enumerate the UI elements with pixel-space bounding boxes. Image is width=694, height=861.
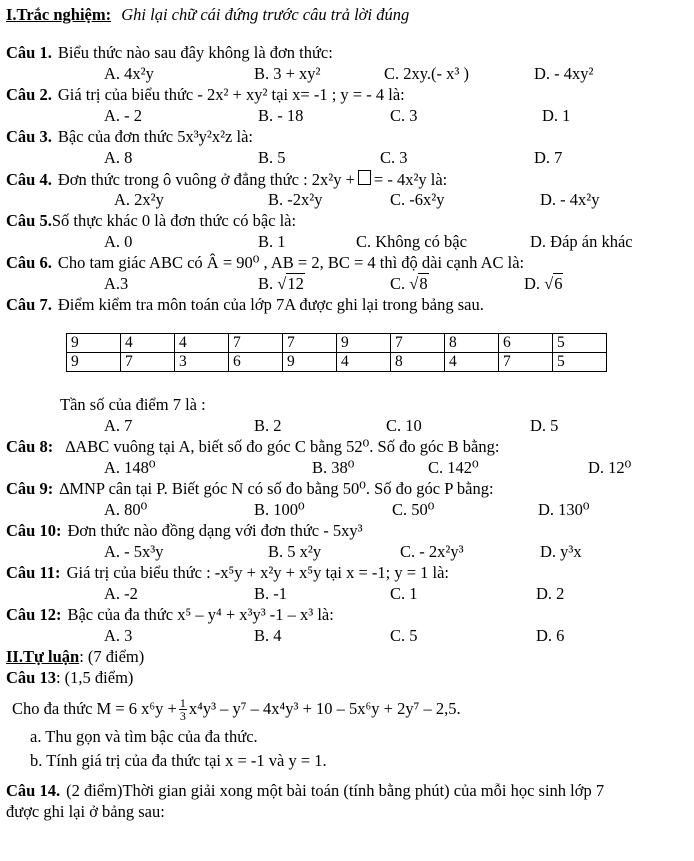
question-label: Câu 13	[6, 668, 56, 687]
section1-header	[6, 6, 690, 30]
option-c[interactable]: C. 3	[380, 148, 408, 167]
option-c[interactable]: C. - 2x²y³	[400, 542, 464, 561]
question-5	[6, 212, 690, 233]
option-c[interactable]: C. 10	[386, 416, 422, 435]
option-c[interactable]: C. 3	[390, 106, 418, 125]
option-a[interactable]: A.3	[104, 274, 129, 293]
table-row	[67, 353, 607, 372]
question-13	[6, 669, 690, 690]
question-8	[6, 438, 690, 459]
question-label: Câu 12:	[6, 605, 62, 624]
question-text: Giá trị của biểu thức - 2x² + xy² tại x= -1 ; y = - 4 là:	[57, 85, 405, 104]
option-b[interactable]: B. -2x²y	[268, 190, 323, 209]
question-text: Đơn thức nào đồng dạng với đơn thức - 5xy³	[67, 521, 363, 540]
question-6	[6, 254, 690, 275]
question-label: Câu 7.	[6, 295, 52, 314]
worksheet	[6, 6, 690, 824]
section1-instruction: Ghi lại chữ cái đứng trước câu trả lời đúng	[121, 5, 410, 24]
section2-title: II.Tự luận	[6, 647, 80, 666]
expression-end: x⁴y³ – y⁷ – 4x⁴y³ + 10 – 5x⁶y + 2y⁷ – 2,5.	[188, 698, 461, 718]
option-d[interactable]: D. - 4x²y	[540, 190, 600, 209]
question-11-options	[6, 585, 690, 606]
option-d[interactable]: D. 6	[536, 626, 565, 645]
question-text: Số thực khác 0 là đơn thức có bậc là:	[51, 211, 297, 230]
table-cell: 5	[553, 353, 607, 372]
table-cell: 6	[499, 334, 553, 353]
table-cell: 9	[337, 334, 391, 353]
question-label: Câu 5.	[6, 211, 52, 230]
question-3	[6, 128, 690, 149]
table-cell: 3	[175, 353, 229, 372]
question-text: (2 điểm)Thời gian giải xong một bài toán (tính bằng phút) của mỗi học sinh lớp 7	[66, 781, 605, 800]
question-label: Câu 14.	[6, 781, 61, 800]
option-b[interactable]: B. 100⁰	[254, 500, 305, 519]
option-a[interactable]: A. 0	[104, 232, 133, 251]
question-2	[6, 86, 690, 107]
question-7-subtext: Tần số của điểm 7 là :	[60, 395, 206, 414]
table-cell: 4	[445, 353, 499, 372]
question-4-options	[6, 191, 690, 212]
question-14	[6, 782, 690, 803]
option-b[interactable]: B. 38⁰	[312, 458, 355, 477]
table-cell: 4	[175, 334, 229, 353]
answer-box-icon	[358, 170, 371, 185]
question-label: Câu 1.	[6, 43, 52, 62]
question-text: Đơn thức trong ô vuông ở đẳng thức : 2x²y +	[57, 170, 355, 189]
question-points: : (1,5 điểm)	[55, 668, 134, 687]
option-a[interactable]: A. 8	[104, 148, 133, 167]
table-row	[67, 334, 607, 353]
option-d[interactable]: D. - 4xy²	[534, 64, 594, 83]
question-12	[6, 606, 690, 627]
option-a[interactable]: A. 2x²y	[114, 190, 164, 209]
option-d[interactable]: D. Đáp án khác	[530, 232, 633, 251]
table-cell: 9	[67, 353, 121, 372]
question-text: ∆ABC vuông tại A, biết số đo góc C bằng 52⁰. Số đo góc B bằng:	[65, 437, 500, 456]
question-2-options	[6, 107, 690, 128]
table-cell: 8	[445, 334, 499, 353]
question-5-options	[6, 233, 690, 254]
option-c[interactable]: C. Không có bậc	[356, 232, 467, 251]
question-7-options	[6, 417, 690, 438]
question-13-part-b: b. Tính giá trị của đa thức tại x = -1 và y = 1.	[30, 751, 327, 770]
option-c[interactable]: C. 50⁰	[392, 500, 435, 519]
question-label: Câu 6.	[6, 253, 52, 272]
table-cell: 9	[67, 334, 121, 353]
table-cell: 9	[283, 353, 337, 372]
option-c[interactable]: C. 142⁰	[428, 458, 479, 477]
question-10-options	[6, 543, 690, 564]
option-c[interactable]: C. -6x²y	[390, 190, 445, 209]
option-c[interactable]: C. 2xy.(- x³ )	[384, 64, 469, 83]
table-cell: 7	[391, 334, 445, 353]
option-a[interactable]: A. - 2	[104, 106, 143, 125]
table-cell: 4	[121, 334, 175, 353]
option-b[interactable]: B. - 18	[258, 106, 304, 125]
question-12-options	[6, 627, 690, 648]
question-text: Điểm kiểm tra môn toán của lớp 7A được ghi lại trong bảng sau.	[57, 295, 484, 314]
option-b[interactable]: B. 2	[254, 416, 282, 435]
option-b[interactable]: B. -1	[254, 584, 287, 603]
question-1-options	[6, 65, 690, 86]
question-label: Câu 8:	[6, 437, 54, 456]
option-b[interactable]: B. √12	[258, 274, 304, 293]
expression-start: Cho đa thức M = 6 x⁶y +	[12, 698, 177, 718]
question-13-expression	[6, 690, 690, 728]
option-d[interactable]: D. y³x	[540, 542, 582, 561]
option-a[interactable]: A. 4x²y	[104, 64, 154, 83]
option-d[interactable]: D. 5	[530, 416, 559, 435]
table-cell: 7	[229, 334, 283, 353]
table-cell: 7	[499, 353, 553, 372]
question-11	[6, 564, 690, 585]
table-cell: 6	[229, 353, 283, 372]
option-a[interactable]: A. 148⁰	[104, 458, 156, 477]
question-10	[6, 522, 690, 543]
question-text-end: = - 4x²y là:	[373, 170, 448, 189]
question-label: Câu 4.	[6, 170, 52, 189]
question-text: Cho tam giác ABC có Â = 90⁰ , AB = 2, BC = 4 thì độ dài cạnh AC là:	[57, 253, 525, 272]
question-1	[6, 44, 690, 65]
question-text: Giá trị của biểu thức : -x⁵y + x²y + x⁵y tại x = -1; y = 1 là:	[66, 563, 450, 582]
option-d[interactable]: D. 7	[534, 148, 563, 167]
question-8-options	[6, 459, 690, 480]
section2-points: : (7 điểm)	[79, 647, 145, 666]
option-c[interactable]: C. √8	[390, 274, 428, 293]
table-cell: 5	[553, 334, 607, 353]
question-9-options	[6, 501, 690, 522]
question-label: Câu 11:	[6, 563, 61, 582]
fraction: $\frac{1}{3}$	[179, 695, 186, 723]
question-text: ∆MNP cân tại P. Biết góc N có số đo bằng 50⁰. Số đo góc P bằng:	[59, 479, 494, 498]
score-table	[66, 333, 607, 372]
question-14-text-cont: được ghi lại ở bảng sau:	[6, 802, 165, 821]
option-b[interactable]: B. 4	[254, 626, 282, 645]
option-c[interactable]: C. 5	[390, 626, 418, 645]
question-text: Bậc của đa thức x⁵ – y⁴ + x³y³ -1 – x³ là:	[67, 605, 334, 624]
question-label: Câu 10:	[6, 521, 62, 540]
table-cell: 4	[337, 353, 391, 372]
option-d[interactable]: D. √6	[524, 274, 563, 293]
question-4	[6, 170, 690, 191]
question-7	[6, 296, 690, 317]
option-b[interactable]: B. 5 x²y	[268, 542, 322, 561]
option-d[interactable]: D. 1	[542, 106, 571, 125]
question-13-part-a: a. Thu gọn và tìm bậc của đa thức.	[30, 727, 258, 746]
option-c[interactable]: C. 1	[390, 584, 418, 603]
question-6-options	[6, 275, 690, 296]
option-d[interactable]: D. 12⁰	[588, 458, 632, 477]
question-3-options	[6, 149, 690, 170]
option-b[interactable]: B. 1	[258, 232, 286, 251]
option-a[interactable]: A. 7	[104, 416, 133, 435]
question-label: Câu 3.	[6, 127, 52, 146]
question-text: Biểu thức nào sau đây không là đơn thức:	[57, 43, 333, 62]
table-cell: 7	[283, 334, 337, 353]
option-b[interactable]: B. 3 + xy²	[254, 64, 321, 83]
option-b[interactable]: B. 5	[258, 148, 286, 167]
table-cell: 7	[121, 353, 175, 372]
question-9	[6, 480, 690, 501]
section1-title: I.Trắc nghiệm:	[6, 5, 112, 24]
option-a[interactable]: A. - 5x³y	[104, 542, 164, 561]
question-label: Câu 2.	[6, 85, 52, 104]
question-text: Bậc của đơn thức 5x³y²x²z là:	[57, 127, 253, 146]
option-a[interactable]: A. 3	[104, 626, 133, 645]
option-d[interactable]: D. 2	[536, 584, 565, 603]
table-cell: 8	[391, 353, 445, 372]
option-d[interactable]: D. 130⁰	[538, 500, 590, 519]
question-label: Câu 9:	[6, 479, 54, 498]
option-a[interactable]: A. 80⁰	[104, 500, 148, 519]
section2-header	[6, 648, 690, 669]
option-a[interactable]: A. -2	[104, 584, 138, 603]
